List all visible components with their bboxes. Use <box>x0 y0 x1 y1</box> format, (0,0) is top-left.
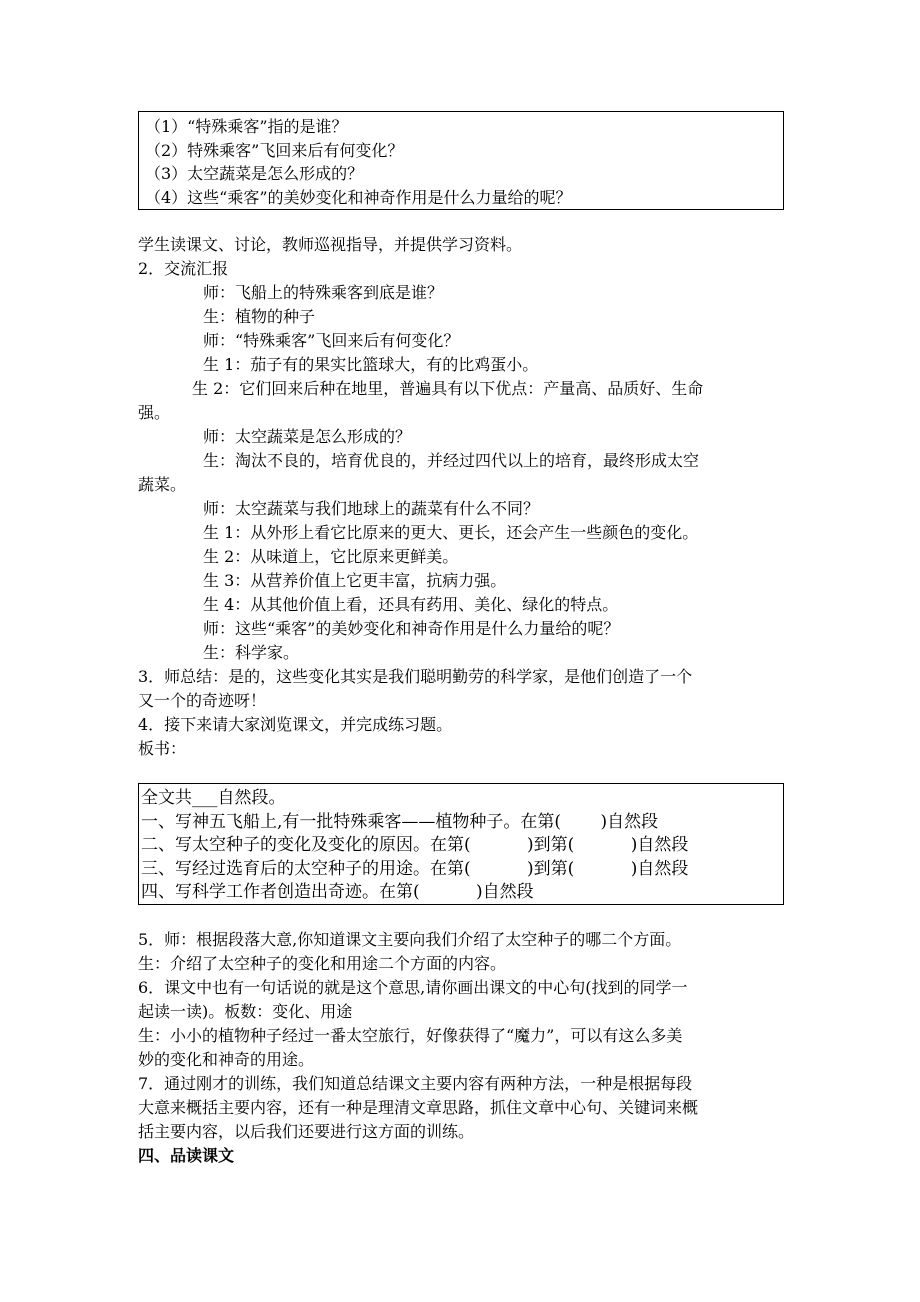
dialog-line: 强。 <box>138 403 171 422</box>
answer-line: 生：介绍了太空种子的变化和用途二个方面的内容。 <box>138 954 507 973</box>
dialog-line: 师：飞船上的特殊乘客到底是谁？ <box>203 283 444 302</box>
dialog-line: 生 3：从营养价值上它更丰富，抗病力强。 <box>203 571 507 590</box>
step-3-line: 又一个的奇迹呀！ <box>138 691 267 710</box>
question-2: （2）特殊乘客”飞回来后有何变化？ <box>145 140 404 160</box>
dialog-line: 蔬菜。 <box>138 475 187 494</box>
step-4-line: 4．接下来请大家浏览课文，并完成练习题。 <box>138 715 453 734</box>
step-7-line: 大意来概括主要内容，还有一种是理清文章思路，抓住文章中心句、关键词来概 <box>138 1098 699 1117</box>
dialog-line: 师：太空蔬菜与我们地球上的蔬菜有什么不同？ <box>203 499 540 518</box>
questions-box <box>138 111 784 210</box>
board-box <box>138 783 784 905</box>
intro-line: 学生读课文、讨论，教师巡视指导，并提供学习资料。 <box>138 235 523 254</box>
board-line: 三、写经过选育后的太空种子的用途。在第( )到第( )自然段 <box>141 858 689 879</box>
answer-line: 生：小小的植物种子经过一番太空旅行，好像获得了“魔力”，可以有这么多美 <box>138 1026 683 1045</box>
board-line: 二、写太空种子的变化及变化的原因。在第( )到第( )自然段 <box>141 835 689 855</box>
dialog-line: 生 2：从味道上，它比原来更鲜美。 <box>203 547 459 566</box>
dialog-line: 生：淘汰不良的，培育优良的，并经过四代以上的培育，最终形成太空 <box>203 451 700 470</box>
dialog-line: 生 2：它们回来后种在地里，普遍具有以下优点：产量高、品质好、生命 <box>192 379 704 398</box>
step-3-line: 3．师总结：是的，这些变化其实是我们聪明勤劳的科学家，是他们创造了一个 <box>138 667 693 686</box>
dialog-line: 生 4：从其他价值上看，还具有药用、美化、绿化的特点。 <box>203 595 619 614</box>
answer-line: 妙的变化和神奇的用途。 <box>138 1050 315 1069</box>
dialog-line: 生 1：从外形上看它比原来的更大、更长，还会产生一些颜色的变化。 <box>203 523 699 542</box>
question-4: （4）这些“乘客”的美妙变化和神奇作用是什么力量给的呢？ <box>145 187 572 207</box>
dialog-line: 师：“特殊乘客”飞回来后有何变化？ <box>203 331 460 350</box>
step-6-line: 起读一读)。板数：变化、用途 <box>138 1002 353 1021</box>
board-label: 板书： <box>138 739 187 758</box>
dialog-line: 师：太空蔬菜是怎么形成的？ <box>203 427 412 446</box>
step-5-line: 5．师：根据段落大意,你知道课文主要向我们介绍了太空种子的哪二个方面。 <box>138 930 682 949</box>
section-heading: 四、品读课文 <box>138 1146 235 1165</box>
step-7-line: 7．通过刚才的训练，我们知道总结课文主要内容有两种方法，一种是根据每段 <box>138 1074 693 1093</box>
dialog-line: 师：这些“乘客”的美妙变化和神奇作用是什么力量给的呢？ <box>203 619 620 638</box>
step-7-line: 括主要内容，以后我们还要进行这方面的训练。 <box>138 1122 475 1141</box>
step-2-heading: 2．交流汇报 <box>138 259 229 278</box>
board-line: 一、写神五飞船上,有一批特殊乘客——植物种子。在第( )自然段 <box>141 811 659 832</box>
dialog-line: 生：科学家。 <box>203 643 300 662</box>
board-line: 全文共___自然段。 <box>141 788 286 808</box>
dialog-line: 生：植物的种子 <box>203 307 316 326</box>
question-1: （1）“特殊乘客”指的是谁？ <box>145 117 348 136</box>
board-line: 四、写科学工作者创造出奇迹。在第( )自然段 <box>141 882 534 902</box>
dialog-line: 生 1：茄子有的果实比篮球大，有的比鸡蛋小。 <box>203 355 539 374</box>
step-6-line: 6．课文中也有一句话说的就是这个意思,请你画出课文的中心句(找到的同学一 <box>138 978 688 997</box>
question-3: （3）太空蔬菜是怎么形成的？ <box>145 164 364 183</box>
